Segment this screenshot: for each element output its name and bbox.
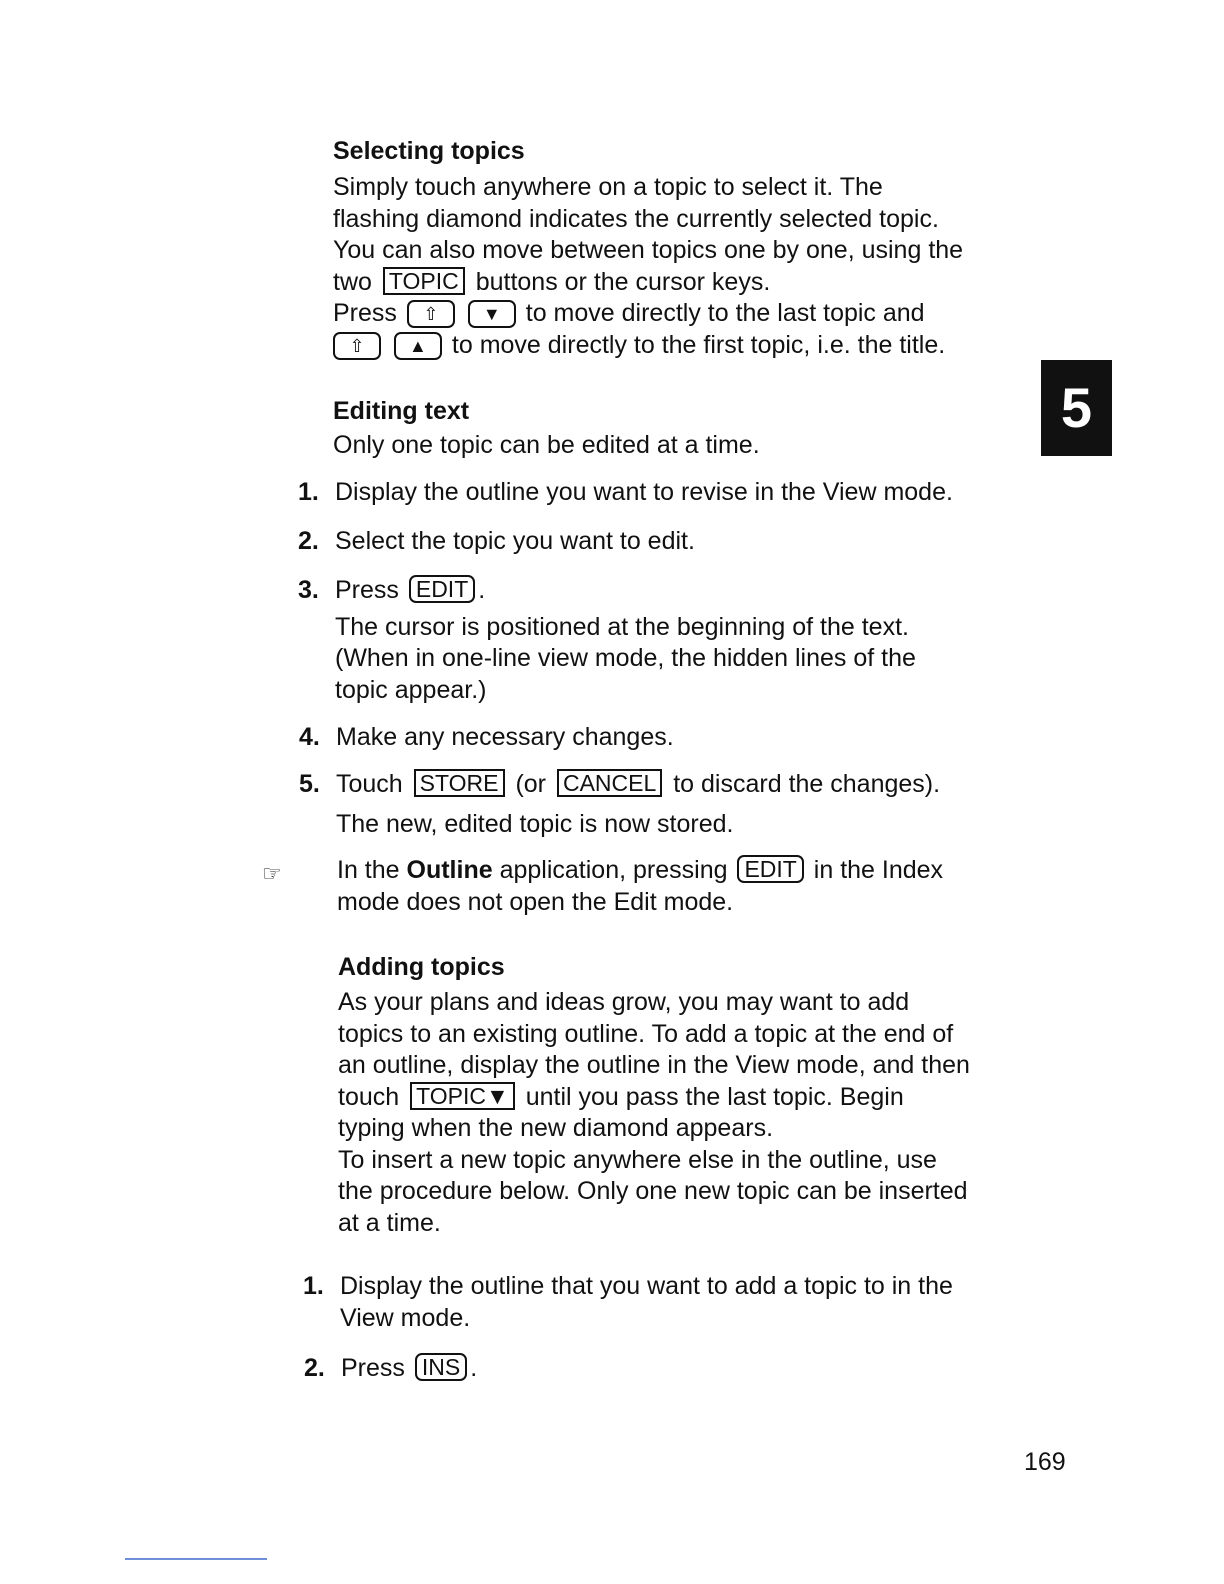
text-fragment: to move directly to the first topic, i.e. the title. [451, 330, 946, 359]
text-line [338, 1082, 970, 1114]
topic-key: TOPIC [383, 267, 465, 295]
store-key: STORE [414, 769, 505, 797]
text-line [330, 330, 963, 362]
text-fragment: Press [341, 1354, 405, 1382]
text-fragment: Press [333, 299, 397, 327]
topic-down-key: TOPIC▼ [410, 1082, 515, 1110]
text-fragment: Touch [336, 770, 403, 798]
text-line [333, 298, 963, 330]
text-fragment: to discard the changes). [673, 770, 941, 798]
step-text [336, 769, 940, 801]
step-detail: The new, edited topic is now stored. [336, 809, 734, 838]
text-line: As your plans and ideas grow, you may want to add [338, 988, 910, 1016]
chapter-tab: 5 [1041, 360, 1112, 456]
text-fragment: In the [337, 856, 400, 884]
text-fragment: touch [338, 1082, 400, 1111]
step-number: 2. [304, 1354, 325, 1382]
step-detail: topic appear.) [335, 675, 487, 704]
text-fragment: in the Index [813, 856, 944, 884]
step-text [341, 1353, 477, 1385]
step-text: Display the outline that you want to add a topic to in the [340, 1272, 953, 1300]
step-number: 1. [298, 478, 319, 506]
text-line: Simply touch anywhere on a topic to select it. The [333, 173, 883, 201]
step-number: 5. [299, 770, 320, 798]
edit-key: EDIT [737, 855, 803, 883]
ins-key: INS [415, 1353, 467, 1381]
text-line: mode does not open the Edit mode. [337, 887, 734, 916]
editing-step-3 [298, 575, 916, 706]
text-line: the procedure below. Only one new topic can be inserted [338, 1177, 968, 1205]
step-text: View mode. [340, 1303, 471, 1332]
cursor-up-key-icon: ▲ [394, 332, 442, 360]
step-number: 3. [298, 576, 319, 604]
text-line: at a time. [338, 1208, 441, 1237]
text-fragment: . [470, 1354, 478, 1382]
note-paragraph [337, 855, 943, 918]
heading-adding-topics: Adding topics [338, 953, 505, 981]
text-line: an outline, display the outline in the View mode, and then [338, 1051, 970, 1079]
step-text: Select the topic you want to edit. [335, 527, 695, 555]
editing-step-5 [299, 769, 941, 840]
footer-divider [125, 1558, 267, 1560]
step-text: Display the outline you want to revise in the View mode. [335, 478, 953, 506]
cursor-down-key-icon: ▼ [468, 300, 516, 328]
text-line: flashing diamond indicates the currently selected topic. [333, 204, 939, 233]
selecting-paragraph [333, 172, 963, 361]
adding-step-1 [303, 1271, 953, 1334]
page-number: 169 [1024, 1448, 1066, 1476]
text-fragment: two [333, 267, 372, 296]
step-number: 1. [303, 1272, 324, 1300]
editing-step-4 [299, 722, 674, 754]
step-detail: (When in one-line view mode, the hidden lines of the [335, 644, 916, 672]
text-line [333, 267, 963, 299]
text-fragment: application, pressing [499, 856, 728, 884]
adding-step-2 [304, 1353, 478, 1385]
editing-step-2 [298, 526, 695, 558]
text-line: topics to an existing outline. To add a topic at the end of [338, 1019, 954, 1048]
edit-key: EDIT [409, 575, 475, 603]
text-fragment: until you pass the last topic. Begin [525, 1082, 904, 1111]
text-line: To insert a new topic anywhere else in the outline, use [338, 1145, 937, 1174]
step-text: Make any necessary changes. [336, 723, 674, 751]
shift-key-icon: ⇧ [333, 332, 381, 360]
heading-selecting-topics: Selecting topics [333, 137, 525, 165]
text-line: You can also move between topics one by one, using the [333, 236, 964, 264]
editing-step-1 [298, 477, 953, 509]
step-text [335, 575, 916, 607]
shift-key-icon: ⇧ [407, 300, 455, 328]
heading-editing-text: Editing text [333, 397, 470, 425]
editing-intro: Only one topic can be edited at a time. [333, 431, 760, 459]
step-number: 2. [298, 527, 319, 555]
text-fragment: to move directly to the last topic and [525, 299, 925, 327]
text-fragment: (or [515, 770, 547, 798]
adding-paragraph [338, 987, 970, 1239]
app-name: Outline [406, 856, 493, 884]
text-fragment: Press [335, 576, 399, 604]
text-line [337, 855, 943, 887]
cancel-key: CANCEL [557, 769, 662, 797]
text-fragment: buttons or the cursor keys. [475, 267, 771, 296]
step-number: 4. [299, 723, 320, 751]
pointing-hand-icon: ☞ [262, 861, 282, 886]
text-fragment: . [478, 576, 486, 604]
step-detail: The cursor is positioned at the beginning of the text. [335, 612, 909, 641]
text-line: typing when the new diamond appears. [338, 1114, 774, 1142]
